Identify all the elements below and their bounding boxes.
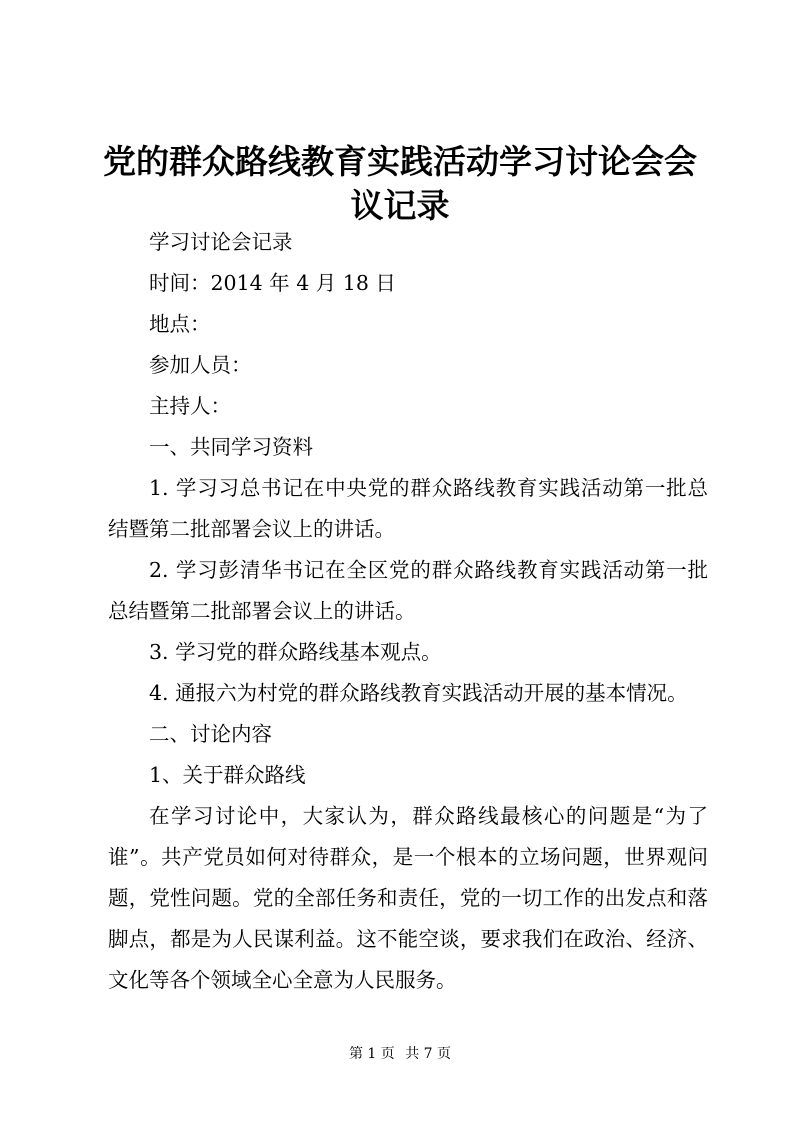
- list-item-study-1: 1. 学习习总书记在中央党的群众路线教育实践活动第一批总结暨第二批部署会议上的讲话。: [108, 476, 708, 541]
- paragraph-host: 主持人：: [149, 394, 231, 418]
- page-footer: [0, 1044, 800, 1064]
- paragraph-heading-record: 学习讨论会记录: [149, 230, 293, 254]
- document-title: 党的群众路线教育实践活动学习讨论会会议记录: [103, 142, 697, 225]
- paragraph-discussion-body: 在学习讨论中，大家认为，群众路线最核心的问题是“为了谁”。共产党员如何对待群众，是一个根本的立场问题，世界观问题，党性问题。党的全部任务和责任，党的一切工作的出发点和落脚点，都是为人民谋利益。这不能空谈，要求我们在政治、经济、文化等各个领域全心全意为人民服务。: [108, 804, 708, 992]
- paragraph-time: 时间：2014 年 4 月 18 日: [149, 271, 396, 295]
- page-total: 共 7 页: [405, 1046, 452, 1062]
- list-item-study-3: 3. 学习党的群众路线基本观点。: [149, 640, 442, 664]
- page-number: 第 1 页: [348, 1046, 395, 1062]
- section-heading-discussion: 二、讨论内容: [149, 722, 272, 746]
- list-item-study-4: 4. 通报六为村党的群众路线教育实践活动开展的基本情况。: [149, 681, 688, 705]
- document-body: [108, 222, 708, 1001]
- section-heading-study-materials: 一、共同学习资料: [149, 435, 313, 459]
- paragraph-attendees: 参加人员：: [149, 353, 252, 377]
- subsection-heading-mass-line: 1、关于群众路线: [149, 763, 306, 787]
- list-item-study-2: 2. 学习彭清华书记在全区党的群众路线教育实践活动第一批总结暨第二批部署会议上的讲话。: [108, 558, 708, 623]
- paragraph-location: 地点：: [149, 312, 211, 336]
